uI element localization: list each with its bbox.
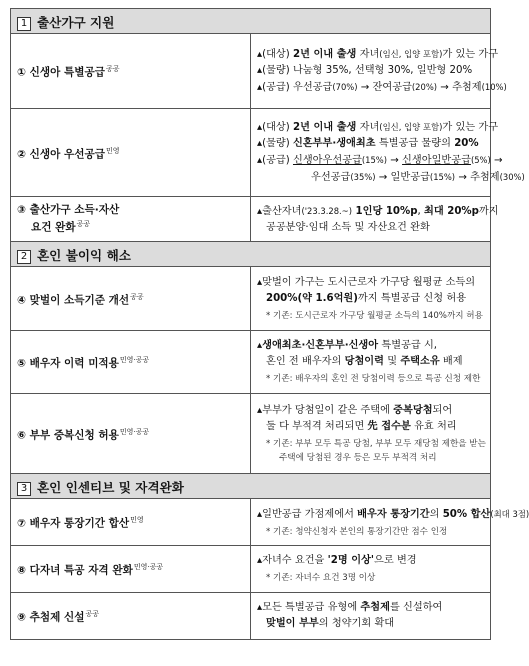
table-row [11,197,491,242]
item-content-cell: ▴생애최초·신혼부부·신생아 특별공급 시, 혼인 전 배우자의 당첨이력 및 주택소유 배제 * 기존: 배우자의 혼인 전 당첨이력 등으로 특공 신청 제한 [251,331,491,394]
section-number-box: 3 [17,482,31,496]
note-text: * 기존: 도시근로자 가구당 월평균 소득의 140%까지 허용 [266,310,483,321]
section-title: 혼인 인센티브 및 자격완화 [37,479,184,495]
table-row [11,331,491,394]
table-row [11,499,491,546]
section-header-1 [11,9,491,34]
table-row [11,267,491,331]
section-title: 혼인 불이익 해소 [37,247,131,263]
item-label-cell: ④ 맞벌이 소득기준 개선$^{공공}$ [11,267,251,331]
item-tag: 민영·공공 [119,427,150,436]
item-tag: 민영 [130,516,144,525]
section-number-box: 2 [17,250,31,264]
note-text: * 기존: 배우자의 혼인 전 당첨이력 등으로 특공 신청 제한 [266,374,481,384]
item-label-cell: ⑥ 부부 중복신청 허용$^{민영\cdot 공공}$ [11,394,251,474]
note-text: * 기존: 부부 모두 특공 당첨, 부부 모두 재당첨 제한을 받는 [266,438,486,449]
table-row [11,394,491,474]
table-row [11,34,491,109]
item-content-cell: ▴(대상) 2년 이내 출생 자녀(임신, 입양 포함)가 있는 가구 ▴(물량) 나눔형 35%, 선택형 30%, 일반형 20% ▴(공급) 우선공급(70%) → 잔여공급(20%) → 추첨제(10%) [251,34,491,109]
table-row [11,593,491,640]
item-tag: 공공 [76,220,91,229]
item-label-cell: ③ 출산가구 소득·자산 요건 완화$^{공공}$ [11,197,251,242]
item-label-cell: ⑧ 다자녀 특공 자격 완화$^{민영\cdot 공공}$ [11,546,251,593]
item-tag: 민영 [105,146,120,155]
section-number-box: 1 [17,17,31,31]
item-tag: 민영·공공 [133,563,164,572]
item-content-cell: ▴부부가 당첨일이 같은 주택에 중복당첨되어 둘 다 부적격 처리되면 先 접수분 유효 처리 * 기존: 부부 모두 특공 당첨, 부부 모두 재당첨 제한을 받는 주택에 당첨된 경우 등은 모두 부적격 처리 [251,394,491,474]
note-text: * 기존: 자녀수 요건 3명 이상 [266,573,376,583]
item-content-cell: ▴출산자녀('23.3.28.~) 1인당 10%p, 최대 20%p까지 공공분양·임대 소득 및 자산요건 완화 [251,197,491,242]
housing-policy-table-container [10,8,529,640]
item-label-cell: ① 신생아 특별공급$^{공공}$ [11,34,251,109]
note-text: * 기존: 청약신청자 본인의 통장기간만 점수 인정 [266,526,448,537]
item-content-cell: ▴일반공급 가점제에서 배우자 통장기간의 50% 합산(최대 3점) * 기존: 청약신청자 본인의 통장기간만 점수 인정 [251,499,491,546]
item-content-cell: ▴(대상) 2년 이내 출생 자녀(임신, 입양 포함)가 있는 가구 ▴(물량) 신혼부부·생애최초 특별공급 물량의 20% ▴(공급) 신생아우선공급(15%) → 신생아일반공급(5%) → 우선공급(35%) → 일반공급(15%) → 추첨제(30%) [251,109,491,197]
item-label-cell: ② 신생아 우선공급$^{민영}$ [11,109,251,197]
item-label-cell: ⑨ 추첨제 신설$^{공공}$ [11,593,251,640]
item-label-cell: ⑤ 배우자 이력 미적용$^{민영\cdot 공공}$ [11,331,251,394]
table-row [11,546,491,593]
item-content-cell: ▴모든 특별공급 유형에 추첨제를 신설하여 맞벌이 부부의 청약기회 확대 [251,593,491,640]
housing-policy-table [10,8,529,640]
table-row [11,109,491,197]
item-tag: 민영·공공 [119,356,150,365]
section-title: 출산가구 지원 [37,14,115,30]
section-header-3 [11,474,491,499]
section-header-2 [11,242,491,267]
item-content-cell: ▴자녀수 요건을 '2명 이상'으로 변경 * 기존: 자녀수 요건 3명 이상 [251,546,491,593]
item-label-cell: ⑦ 배우자 통장기간 합산$^{민영}$ [11,499,251,546]
item-content-cell: ▴맞벌이 가구는 도시근로자 가구당 월평균 소득의 200%(약 1.6억원)까지 특별공급 신청 허용 * 기존: 도시근로자 가구당 월평균 소득의 140%까지 허용 [251,267,491,331]
item-tag: 공공 [130,292,144,301]
item-tag: 공공 [105,65,120,74]
note-text: 주택에 당첨된 경우 등은 모두 부적격 처리 [279,452,437,463]
item-tag: 공공 [85,610,100,619]
